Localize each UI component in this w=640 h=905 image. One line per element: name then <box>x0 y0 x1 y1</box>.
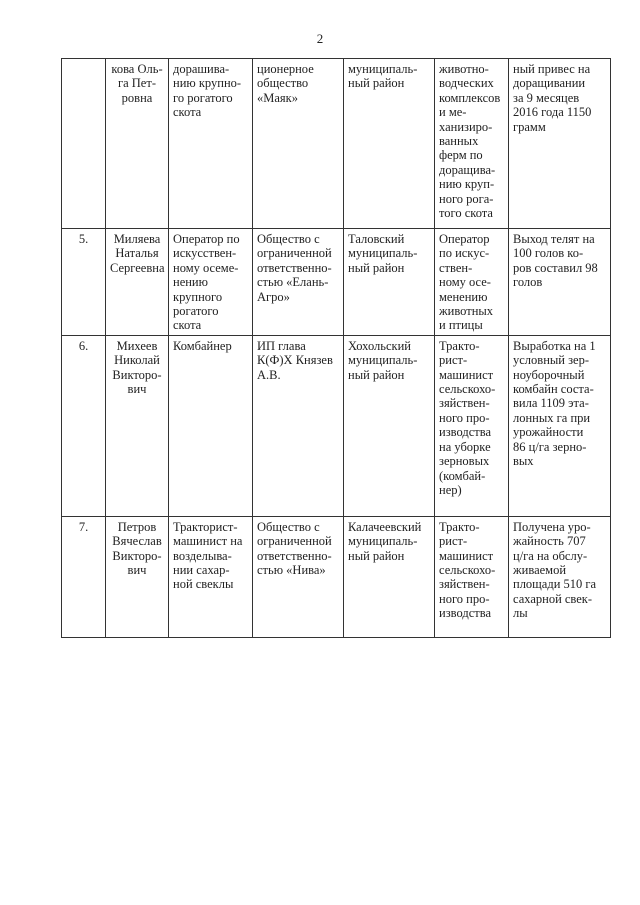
nomination-cell: Оператор по искус- ствен- ному осе- менению животных и птицы <box>435 229 509 336</box>
table-row <box>62 335 611 516</box>
result-cell: ный привес на доращивании за 9 месяцев 2016 года 1150 грамм <box>509 59 611 229</box>
position-cell: Оператор по искусствен- ному осеме- нению крупного рогатого скота <box>169 229 253 336</box>
position-cell: Комбайнер <box>169 335 253 516</box>
row-number-cell: 5. <box>62 229 106 336</box>
organization-cell: ИП глава К(Ф)Х Князев А.В. <box>253 335 344 516</box>
district-cell: Таловский муниципаль- ный район <box>344 229 435 336</box>
nomination-cell: Тракто- рист- машинист сельскохо- зяйствен- ного про- изводства <box>435 516 509 637</box>
organization-cell: Общество с ограниченной ответственно- стью «Нива» <box>253 516 344 637</box>
organization-cell: ционерное общество «Маяк» <box>253 59 344 229</box>
result-cell: Получена уро- жайность 707 ц/га на обслу- живаемой площади 510 га сахарной свек- лы <box>509 516 611 637</box>
result-cell: Выработка на 1 условный зер- ноуборочный комбайн соста- вила 1109 эта- лонных га при урожайности 86 ц/га зерно- вых <box>509 335 611 516</box>
position-cell: Тракторист- машинист на возделыва- нии сахар- ной свеклы <box>169 516 253 637</box>
nomination-cell: животно- водческих комплексов и ме- ханизиро- ванных ферм по доращива- нию круп- ного рога- того скота <box>435 59 509 229</box>
name-cell: Петров Вячеслав Викторо- вич <box>106 516 169 637</box>
district-cell: Калачеевский муниципаль- ный район <box>344 516 435 637</box>
name-cell: кова Оль- га Пет- ровна <box>106 59 169 229</box>
row-number-cell: 7. <box>62 516 106 637</box>
name-cell: Михеев Николай Викторо- вич <box>106 335 169 516</box>
district-cell: Хохольский муниципаль- ный район <box>344 335 435 516</box>
nomination-cell: Тракто- рист- машинист сельскохо- зяйствен- ного про- изводства на уборке зерновых (комбай- нер) <box>435 335 509 516</box>
district-cell: муниципаль- ный район <box>344 59 435 229</box>
organization-cell: Общество с ограниченной ответственно- стью «Елань- Агро» <box>253 229 344 336</box>
row-number-cell <box>62 59 106 229</box>
result-cell: Выход телят на 100 голов ко- ров составил 98 голов <box>509 229 611 336</box>
position-cell: дорашива- нию крупно- го рогатого скота <box>169 59 253 229</box>
page-number: 2 <box>316 31 324 46</box>
row-number-cell: 6. <box>62 335 106 516</box>
name-cell: Миляева Наталья Сергеевна <box>106 229 169 336</box>
table-row <box>62 59 611 229</box>
awards-table <box>61 58 611 638</box>
table-row <box>62 229 611 336</box>
table-row <box>62 516 611 637</box>
